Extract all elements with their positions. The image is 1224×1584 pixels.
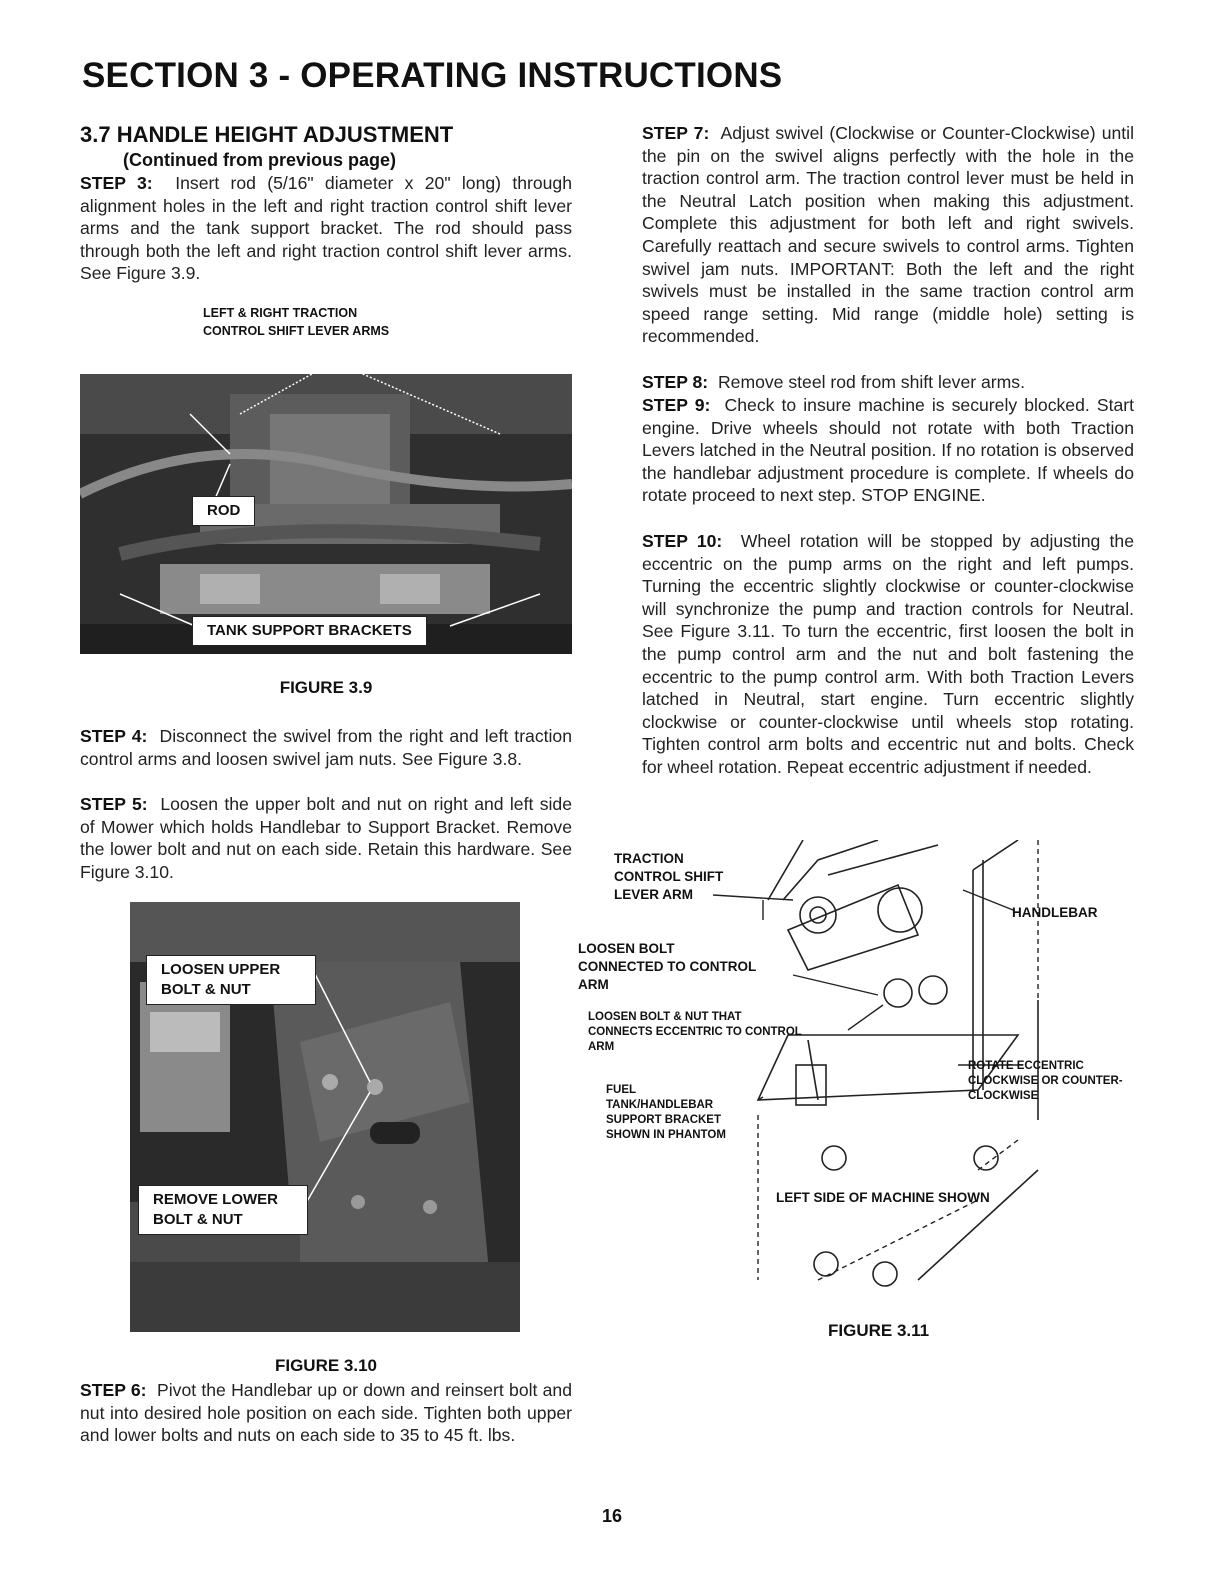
step-5-label: STEP 5: (80, 794, 148, 814)
fig311-eccentric-line1: LOOSEN BOLT & NUT THAT (588, 1011, 742, 1023)
step-4-text: Disconnect the swivel from the right and left traction control arms and loosen swivel jam nuts. See Figure 3.8. (80, 726, 573, 769)
fig311-eccentric-label (588, 1010, 802, 1055)
fig311-fuel-line4: SHOWN IN PHANTOM (606, 1129, 726, 1141)
fig310-lower-line2: BOLT & NUT (153, 1211, 243, 1228)
fig311-loosen-line2: CONNECTED TO CONTROL (578, 959, 757, 974)
step-9-label: STEP 9: (642, 395, 711, 415)
fig311-loosen-label (578, 940, 756, 994)
step-3 (80, 172, 572, 285)
fig39-arms-label-line1: LEFT & RIGHT TRACTION (203, 306, 358, 320)
step-9-text: Check to insure machine is securely blocked. Start engine. Drive wheels should not rotate with both Traction Levers latched in the Neutral position. If no rotation is observed the handlebar adjustment procedure is complete. If wheels do rotate proceed to next step. STOP ENGINE. (642, 395, 1134, 506)
step-10-label: STEP 10: (642, 531, 723, 551)
step-8-label: STEP 8: (642, 372, 709, 392)
fig311-fuel-line3: SUPPORT BRACKET (606, 1114, 722, 1126)
step-4 (80, 725, 572, 770)
fig39-tank-callout: TANK SUPPORT BRACKETS (192, 616, 427, 646)
step-7 (642, 122, 1134, 348)
step-5 (80, 793, 572, 883)
step-6-label: STEP 6: (80, 1380, 147, 1400)
fig311-fuel-line1: FUEL (606, 1084, 637, 1096)
fig39-arms-label (203, 304, 389, 340)
figure-3-10-caption: FIGURE 3.10 (274, 1356, 378, 1375)
fig310-lower-line1: REMOVE LOWER (153, 1191, 279, 1208)
fig311-eccentric-line3: ARM (588, 1041, 615, 1053)
figure-3-11-caption: FIGURE 3.11 (828, 1321, 930, 1340)
fig310-upper-line1: LOOSEN UPPER (161, 961, 281, 978)
step-10-text: Wheel rotation will be stopped by adjusting the eccentric on the pump arms on the right and left pumps. Turning the eccentric slightly clockwise or counter-clockwise will synchronize the pump and traction controls for Neutral. See Figure 3.11. To turn the eccentric, first loosen the bolt in the pump control arm and the nut and bolt fastening the eccentric to the pump control arm. With both Traction Levers latched in Neutral, start engine. Turn eccentric slightly clockwise or counter-clockwise until wheels stop rotating. Tighten control arm bolts and eccentric nut and bolts. Check for wheel rotation. Repeat eccentric adjustment if needed. (642, 531, 1134, 777)
fig310-upper-line2: BOLT & NUT (161, 981, 251, 998)
section-title: SECTION 3 - OPERATING INSTRUCTIONS (82, 56, 783, 95)
step-6 (80, 1379, 572, 1447)
fig311-eccentric-line2: CONNECTS ECCENTRIC TO CONTROL (588, 1026, 802, 1038)
step-4-label: STEP 4: (80, 726, 148, 746)
figure-3-9-illustration (80, 374, 572, 654)
fig39-rod-callout: ROD (192, 496, 255, 526)
fig311-fuel-line2: TANK/HANDLEBAR (606, 1099, 714, 1111)
fig311-loosen-line1: LOOSEN BOLT (578, 941, 675, 956)
step-3-label: STEP 3: (80, 173, 153, 193)
fig39-arms-label-line2: CONTROL SHIFT LEVER ARMS (203, 324, 390, 338)
figure-3-9-photo (80, 374, 572, 654)
fig311-handlebar-label: HANDLEBAR (1012, 905, 1098, 920)
subsection-title: 3.7 HANDLE HEIGHT ADJUSTMENT (80, 122, 454, 147)
fig311-traction-line2: CONTROL SHIFT (614, 869, 724, 884)
fig310-upper-callout (146, 955, 316, 1005)
fig311-rotate-line1: ROTATE ECCENTRIC (968, 1060, 1084, 1072)
fig311-rotate-line3: CLOCKWISE (968, 1090, 1039, 1102)
page-number: 16 (601, 1506, 623, 1526)
step-3-text: Insert rod (5/16" diameter x 20" long) through alignment holes in the left and right traction control shift lever arms and the tank support bracket. The rod should pass through both the left and right traction control shift lever arms. See Figure 3.9. (80, 173, 572, 284)
step-5-text: Loosen the upper bolt and nut on right and left side of Mower which holds Handlebar to Support Bracket. Remove the lower bolt and nut on each side. Retain this hardware. See Figure 3.10. (80, 794, 572, 882)
step-8 (642, 371, 1134, 394)
continued-note: (Continued from previous page) (123, 150, 397, 170)
step-6-text: Pivot the Handlebar up or down and reinsert bolt and nut into desired hole position on each side. Tighten both upper and lower bolts and nuts on each side to 35 to 45 ft. lbs. (80, 1380, 573, 1446)
step-10 (642, 530, 1134, 779)
fig311-rotate-line2: CLOCKWISE OR COUNTER- (968, 1075, 1123, 1087)
figure-3-9-caption: FIGURE 3.9 (279, 678, 373, 697)
step-7-text: Adjust swivel (Clockwise or Counter-Clockwise) until the pin on the swivel aligns perfectly with the hole in the traction control arm. The traction control lever must be held in the Neutral Latch position when making this adjustment. Complete this adjustment for both left and right swivels. Carefully reattach and secure swivels to control arms. Tighten swivel jam nuts. IMPORTANT: Both the left and the right swivels must be installed in the same traction control arm speed range setting. Mid range (middle hole) setting is recommended. (642, 123, 1134, 347)
fig311-traction-line1: TRACTION (614, 851, 684, 866)
step-7-label: STEP 7: (642, 123, 710, 143)
fig311-left-side-label: LEFT SIDE OF MACHINE SHOWN (776, 1190, 990, 1205)
fig311-rotate-label (968, 1059, 1123, 1104)
step-8-text: Remove steel rod from shift lever arms. (717, 372, 1025, 392)
figure-3-10-photo (130, 902, 520, 1332)
fig311-traction-line3: LEVER ARM (614, 887, 694, 902)
fig311-loosen-line3: ARM (578, 977, 609, 992)
fig311-traction-label (614, 850, 723, 904)
fig311-fuel-label (606, 1083, 726, 1143)
step-9 (642, 394, 1134, 507)
fig310-lower-callout (138, 1185, 308, 1235)
